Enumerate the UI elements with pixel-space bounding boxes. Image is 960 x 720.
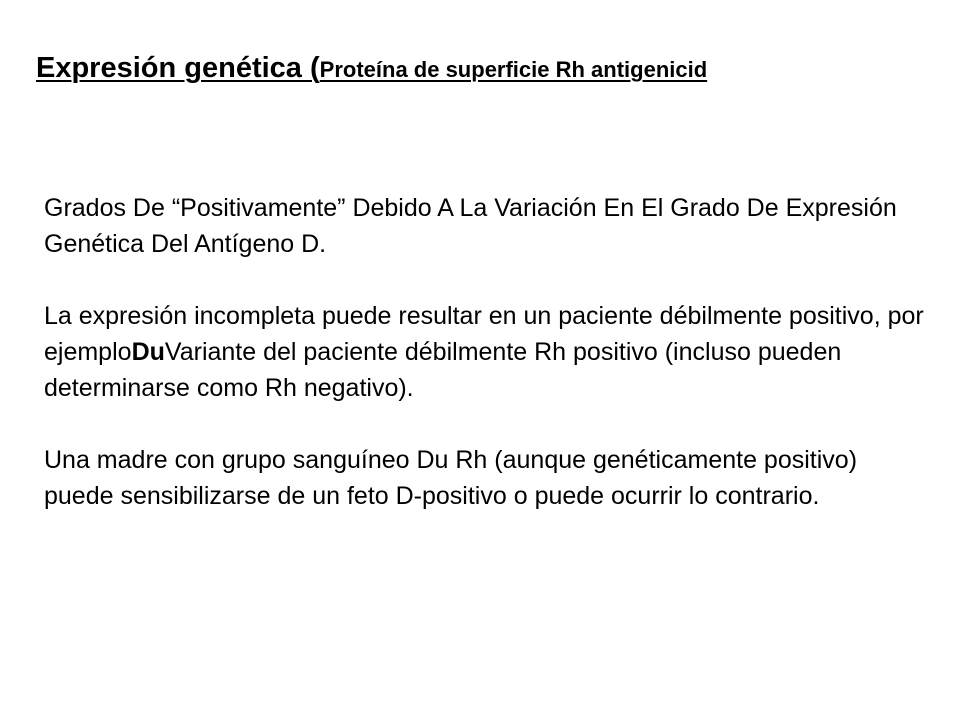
slide-body — [44, 190, 924, 514]
slide-title-main: Expresión genética ( — [36, 52, 320, 84]
paragraph-degrees: Grados De “Positivamente” Debido A La Variación En El Grado De Expresión Genética Del Antígeno D. — [44, 194, 897, 258]
paragraph-incomplete-expression-end: Variante del paciente débilmente Rh positivo (incluso pueden determinarse como Rh negativo). — [44, 338, 842, 402]
paragraph-incomplete-expression — [44, 298, 924, 406]
paragraph-incomplete-expression-start: La expresión incompleta puede resultar en un paciente débilmente positivo, por ejemplo — [44, 302, 924, 366]
slide-title — [36, 54, 707, 83]
paragraph-mother-sensitization: Una madre con grupo sanguíneo Du Rh (aunque genéticamente positivo) puede sensibilizarse de un feto D-positivo o puede ocurrir lo contrario. — [44, 446, 858, 510]
slide-title-sub: Proteína de superficie Rh antigenicid — [319, 57, 708, 82]
du-bold-term: Du — [131, 338, 165, 366]
